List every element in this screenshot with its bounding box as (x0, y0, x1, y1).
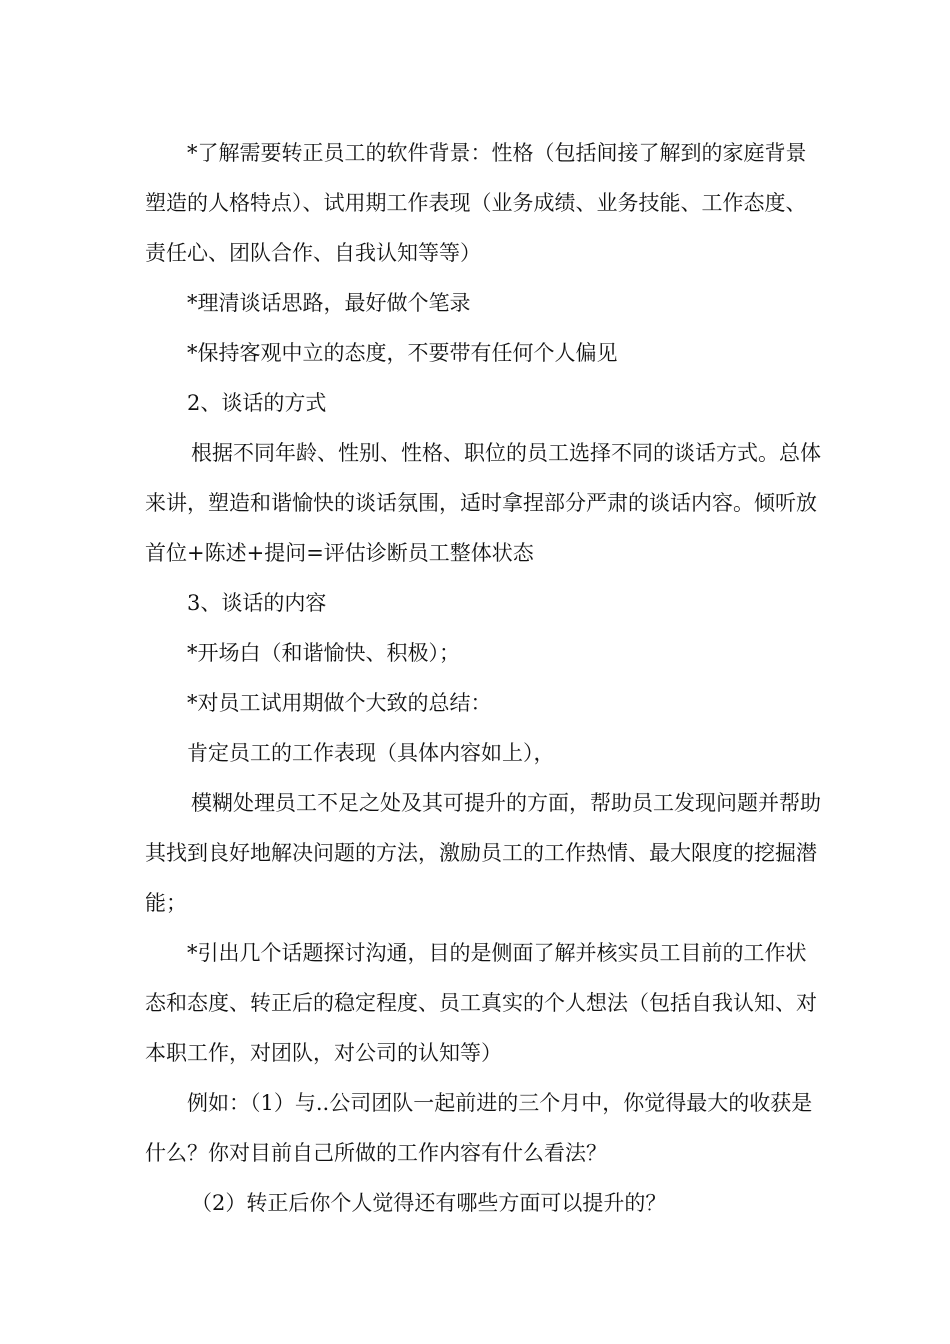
paragraph-stay-neutral: *保持客观中立的态度，不要带有任何个人偏见 (187, 341, 618, 365)
document-body (145, 128, 825, 1228)
heading-talk-method: 2、谈话的方式 (187, 391, 327, 415)
paragraph-talk-method: 根据不同年龄、性别、性格、职位的员工选择不同的谈话方式。总体来讲，塑造和谐愉快的谈话氛围，适时拿捏部分严肃的谈话内容。倾听放首位+陈述+提问=评估诊断员工整体状态 (145, 441, 821, 565)
paragraph-improvement: 模糊处理员工不足之处及其可提升的方面，帮助员工发现问题并帮助其找到良好地解决问题的方法，激励员工的工作热情、最大限度的挖掘潜能； (145, 791, 821, 915)
paragraph-clarify-thinking: *理清谈话思路，最好做个笔录 (187, 291, 471, 315)
paragraph-example-2: （2）转正后你个人觉得还有哪些方面可以提升的？ (191, 1191, 667, 1215)
paragraph-example-1: 例如：（1）与..公司团队一起前进的三个月中，你觉得最大的收获是什么？你对目前自己所做的工作内容有什么看法？ (145, 1091, 813, 1165)
paragraph-affirm-performance: 肯定员工的工作表现（具体内容如上）， (187, 741, 555, 765)
paragraph-opening: *开场白（和谐愉快、积极）； (187, 641, 460, 665)
heading-talk-content: 3、谈话的内容 (187, 591, 327, 615)
paragraph-topics: *引出几个话题探讨沟通，目的是侧面了解并核实员工目前的工作状态和态度、转正后的稳定程度、员工真实的个人想法（包括自我认知、对本职工作，对团队，对公司的认知等） (145, 941, 817, 1065)
paragraph-summary: *对员工试用期做个大致的总结： (187, 691, 492, 715)
paragraph-software-background: *了解需要转正员工的软件背景：性格（包括间接了解到的家庭背景塑造的人格特点）、试用期工作表现（业务成绩、业务技能、工作态度、责任心、团队合作、自我认知等等） (145, 141, 807, 265)
